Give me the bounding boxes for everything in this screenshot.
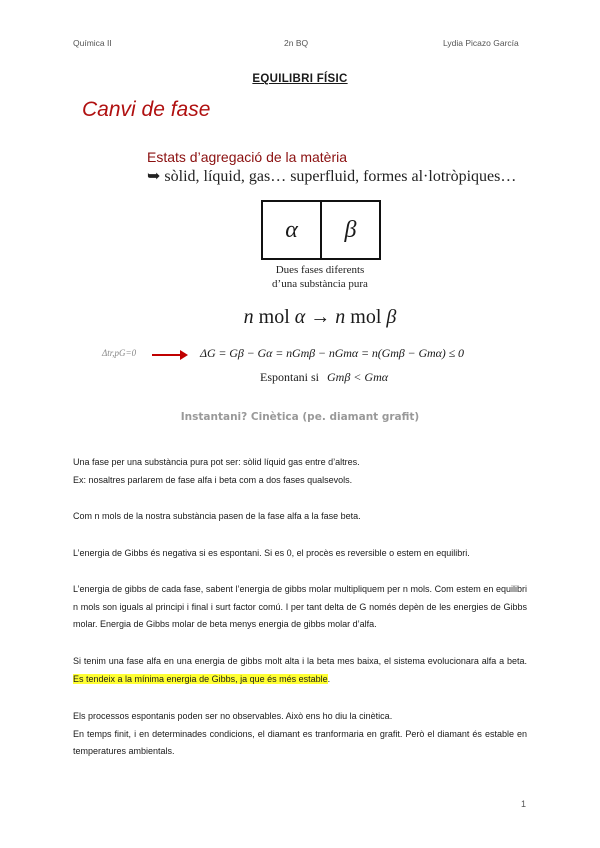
reaction-mol1: mol xyxy=(253,306,295,328)
reaction-alpha: α xyxy=(294,306,306,328)
phase-beta: β xyxy=(344,217,357,243)
caption-line-2: d’una substància pura xyxy=(272,278,368,290)
paragraph-2-text: Com n mols de la nostra substància pasen de la fase alfa a la fase beta. xyxy=(73,511,361,521)
phase-diagram-box xyxy=(261,200,381,260)
paragraph-6-line-1: Els processos espontanis poden ser no observables. Això ens ho diu la cinètica. xyxy=(73,711,393,721)
reaction-mol2: mol xyxy=(345,306,387,328)
paragraph-1 xyxy=(73,454,527,489)
red-arrow-icon xyxy=(180,350,188,360)
paragraph-6-line-2: En temps finit, i en determinades condicions, el diamant es tranformaria en grafit. Però el diamant és estable en temperatures ambientals. xyxy=(73,728,527,756)
header-center: 2n BQ xyxy=(284,38,309,48)
page-number: 1 xyxy=(521,799,527,809)
slide-heading: Canvi de fase xyxy=(82,98,211,121)
espontani-label: Espontani si xyxy=(260,370,319,384)
phase-alpha: α xyxy=(263,202,322,258)
reaction-arrow: → xyxy=(305,306,336,328)
instant-note: Instantani? Cinètica (pe. diamant grafit) xyxy=(180,411,420,423)
reaction-n2: n xyxy=(335,306,346,328)
slide-bullet: ➥ sòlid, líquid, gas… superfluid, formes al·lotròpiques… xyxy=(147,168,517,185)
reaction-equation xyxy=(0,306,600,329)
paragraph-3 xyxy=(73,545,527,563)
delta-g-equation: ΔG = Gβ − Gα = nGmβ − nGmα = n(Gmβ − Gmα) ≤ 0 xyxy=(200,346,464,360)
espontani-inequality: Gmβ < Gmα xyxy=(327,370,389,384)
spontaneity-condition xyxy=(260,370,388,385)
document-title: EQUILIBRI FÍSIC xyxy=(252,73,348,85)
caption-line-1: Dues fases diferents xyxy=(275,264,365,276)
highlighted-text: Es tendeix a la mínima energia de Gibbs, ja que és més estable xyxy=(73,673,328,684)
paragraph-2 xyxy=(73,508,527,526)
slide-subheading: Estats d’agregació de la matèria xyxy=(147,149,347,165)
paragraph-5-body: Si tenim una fase alfa en una energia de gibbs molt alta i la beta mes baixa, el sistema evolucionara alfa a beta. xyxy=(73,656,527,666)
phase-caption xyxy=(240,263,400,291)
paragraph-5-end: . xyxy=(327,673,331,684)
reaction-n1: n xyxy=(243,306,254,328)
paragraph-5 xyxy=(73,653,527,688)
header-left: Química II xyxy=(73,38,112,48)
header-right: Lydia Picazo García xyxy=(443,38,519,48)
paragraph-4 xyxy=(73,581,527,634)
paragraph-4-text: L’energia de gibbs de cada fase, sabent l’energia de gibbs molar multipliquem per n mols. Com estem en equilibri n mols son iguals al principi i final i surt factor comú. I per tant delta de G només depèn de les energies de Gibbs molar. Energia de Gibbs molar de beta menys energia de gibbs molar d’alfa. xyxy=(73,584,527,629)
paragraph-1-line-2: Ex: nosaltres parlarem de fase alfa i beta com a dos fases qualsevols. xyxy=(73,474,353,485)
paragraph-3-text: L’energia de Gibbs és negativa si es espontani. Si es 0, el procès es reversible o estem en equilibri. xyxy=(73,548,470,558)
reaction-beta: β xyxy=(386,306,397,328)
red-arrow-shaft xyxy=(152,354,182,356)
transition-label: Δtr,pG=0 xyxy=(102,348,137,358)
paragraph-6 xyxy=(73,708,527,761)
paragraph-1-line-1: Una fase per una substància pura pot ser: sòlid líquid gas entre d’altres. xyxy=(73,457,360,467)
paragraph-5-text xyxy=(73,653,527,688)
